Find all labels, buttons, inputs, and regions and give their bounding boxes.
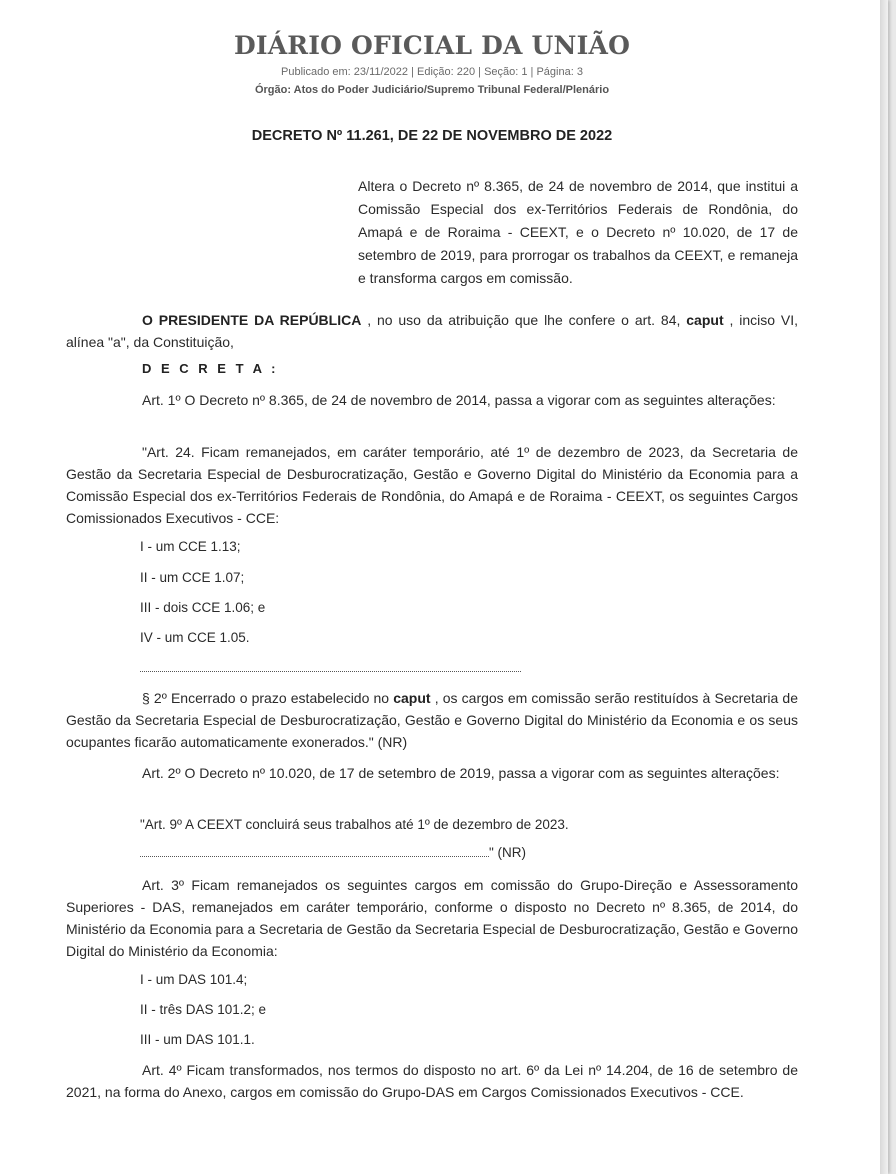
- masthead: [0, 30, 864, 98]
- art1-paragraph-2: [66, 687, 798, 753]
- art1-text: Art. 1º O Decreto nº 8.365, de 24 de novembro de 2014, passa a vigorar com as seguintes alterações:: [142, 392, 776, 408]
- art1-par2-text-b: , os cargos em comissão serão restituídos à Secretaria de Gestão da Secretaria Especial de Desburocratização, Gestão e Governo Digital do Ministério da Economia e os seus ocupantes ficarão automaticamente exonerados." (NR): [66, 690, 798, 750]
- publication-orgao: Órgão: Atos do Poder Judiciário/Supremo Tribunal Federal/Plenário: [254, 84, 610, 96]
- art3-text: Art. 3º Ficam remanejados os seguintes cargos em comissão do Grupo-Direção e Assessoramento Superiores - DAS, remanejados em caráter temporário, conforme o disposto no Decreto nº 8.365, de 2014, do Ministério da Economia para a Secretaria de Gestão da Secretaria Especial de Desburocratização, Gestão e Governo Digital do Ministério da Economia:: [66, 877, 798, 959]
- art1-quote: "Art. 24. Ficam remanejados, em caráter temporário, até 1º de dezembro de 2023, da Secretaria de Gestão da Secretaria Especial de Desburocratização, Gestão e Governo Digital do Ministério da Economia para a Comissão Especial dos ex-Territórios Federais de Rondônia, do Amapá e de Roraima - CEEXT, os seguintes Cargos Comissionados Executivos - CCE:: [66, 444, 798, 526]
- art3-item-3: III - um DAS 101.1.: [140, 1032, 255, 1047]
- preamble-lead: O PRESIDENTE DA REPÚBLICA: [142, 312, 362, 328]
- preamble-text-2: , inciso VI, alínea "a", da Constituição,: [66, 312, 799, 350]
- art1-item-4: IV - um CCE 1.05.: [140, 630, 250, 645]
- omission-dots: [140, 661, 521, 672]
- art3-item-2: II - três DAS 101.2; e: [140, 1002, 267, 1017]
- art1-par2-caput: caput: [393, 690, 431, 706]
- art2-nr: " (NR): [489, 845, 527, 860]
- decree-title: DECRETO Nº 11.261, DE 22 DE NOVEMBRO DE 2022: [251, 128, 613, 144]
- art3-item-1: I - um DAS 101.4;: [140, 972, 248, 987]
- page-edge: [880, 0, 888, 1174]
- art1-par2-text-a: § 2º Encerrado o prazo estabelecido no: [142, 690, 394, 706]
- decreta-heading: D E C R E T A :: [142, 361, 279, 376]
- publication-meta: Publicado em: 23/11/2022 | Edição: 220 | Seção: 1 | Página: 3: [281, 66, 583, 78]
- art1-item-3: III - dois CCE 1.06; e: [140, 600, 266, 615]
- preamble-text-1: , no uso da atribuição que lhe confere o art. 84,: [361, 312, 687, 328]
- art4-text: Art. 4º Ficam transformados, nos termos do disposto no art. 6º da Lei nº 14.204, de 16 de setembro de 2021, na forma do Anexo, cargos em comissão do Grupo-DAS em Cargos Comissionados Executivos - CCE.: [66, 1062, 798, 1100]
- publication-title: DIÁRIO OFICIAL DA UNIÃO: [233, 31, 631, 60]
- decree-ementa: Altera o Decreto nº 8.365, de 24 de novembro de 2014, que institui a Comissão Especial dos ex-Territórios Federais de Rondônia, do Amapá e de Roraima - CEEXT, e o Decreto nº 10.020, de 17 de setembro de 2019, para prorrogar os trabalhos da CEEXT, e remaneja e transforma cargos em comissão.: [358, 178, 798, 286]
- preamble-caput: caput: [686, 312, 724, 328]
- art2-quote: "Art. 9º A CEEXT concluirá seus trabalhos até 1º de dezembro de 2023.: [140, 817, 569, 832]
- art1-item-1: I - um CCE 1.13;: [140, 539, 241, 554]
- preamble: [66, 309, 798, 353]
- omission-dots: [140, 846, 489, 857]
- art2-text: Art. 2º O Decreto nº 10.020, de 17 de setembro de 2019, passa a vigorar com as seguintes alterações:: [142, 765, 780, 781]
- art1-item-2: II - um CCE 1.07;: [140, 570, 245, 585]
